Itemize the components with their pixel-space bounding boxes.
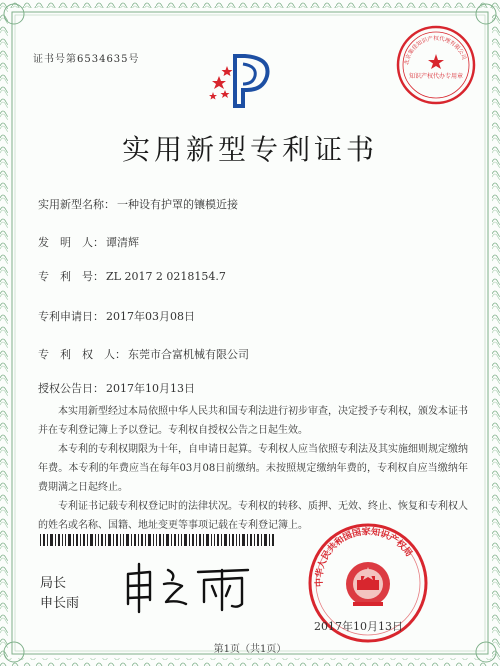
barcode	[40, 534, 275, 546]
certificate-title: 实用新型专利证书	[121, 133, 378, 166]
field-label: 专 利 权 人：	[38, 348, 126, 361]
signatory-name: 申长雨	[40, 596, 80, 611]
agency-seal	[395, 24, 477, 106]
field-label: 专利申请日：	[38, 310, 104, 323]
national-emblem-icon	[346, 562, 390, 606]
field-label: 发 明 人：	[38, 236, 104, 249]
certificate-body	[38, 402, 468, 535]
signatory-block	[40, 574, 79, 614]
issue-date: 2017年10月13日	[314, 620, 403, 633]
body-paragraph: 本实用新型经过本局依照中华人民共和国专利法进行初步审查，决定授予专利权，颁发本证书并在专利登记簿上予以登记。专利权自授权公告之日起生效。	[38, 406, 468, 436]
page-number: 第1页（共1页）	[213, 644, 287, 655]
field-value: 东莞市合富机械有限公司	[128, 348, 249, 361]
svg-text:北京集佳知识产权代理有限公司: 北京集佳知识产权代理有限公司	[404, 35, 467, 66]
patent-office-logo-icon	[205, 52, 285, 110]
top-seal-label: 知识产权代办专用章	[408, 73, 464, 80]
field-value: 2017年03月08日	[106, 310, 195, 323]
handwritten-signature	[120, 560, 260, 615]
field-label: 专 利 号：	[38, 270, 104, 283]
field-value: 2017年10月13日	[106, 382, 195, 395]
field-inventor	[38, 234, 139, 250]
field-value: 谭清辉	[106, 236, 139, 249]
field-patent-number	[38, 268, 226, 284]
body-paragraph: 专利证书记载专利权登记时的法律状况。专利权的转移、质押、无效、终止、恢复和专利权人的姓名或名称、国籍、地址变更等事项记载在专利登记簿上。	[38, 501, 468, 531]
field-label: 实用新型名称：	[38, 198, 115, 211]
field-patentee	[38, 346, 249, 362]
signatory-title: 局长	[40, 576, 67, 591]
field-grant-date	[38, 380, 195, 396]
certificate-number: 证书号第6534635号	[33, 54, 140, 65]
field-application-date	[38, 308, 195, 324]
field-utility-model-name	[38, 196, 238, 212]
svg-text:中华人民共和国国家知识产权局: 中华人民共和国国家知识产权局	[314, 527, 414, 588]
field-value: ZL 2017 2 0218154.7	[106, 270, 226, 283]
field-value: 一种设有护罩的镶模近接	[117, 198, 238, 211]
body-paragraph: 本专利的专利权期限为十年，自申请日起算。专利权人应当依照专利法及其实施细则规定缴纳年费。本专利的年费应当在每年03月08日前缴纳。未按照规定缴纳年费的，专利权自应当缴纳年费期满之日起终止。	[38, 444, 468, 493]
field-label: 授权公告日：	[38, 382, 104, 395]
